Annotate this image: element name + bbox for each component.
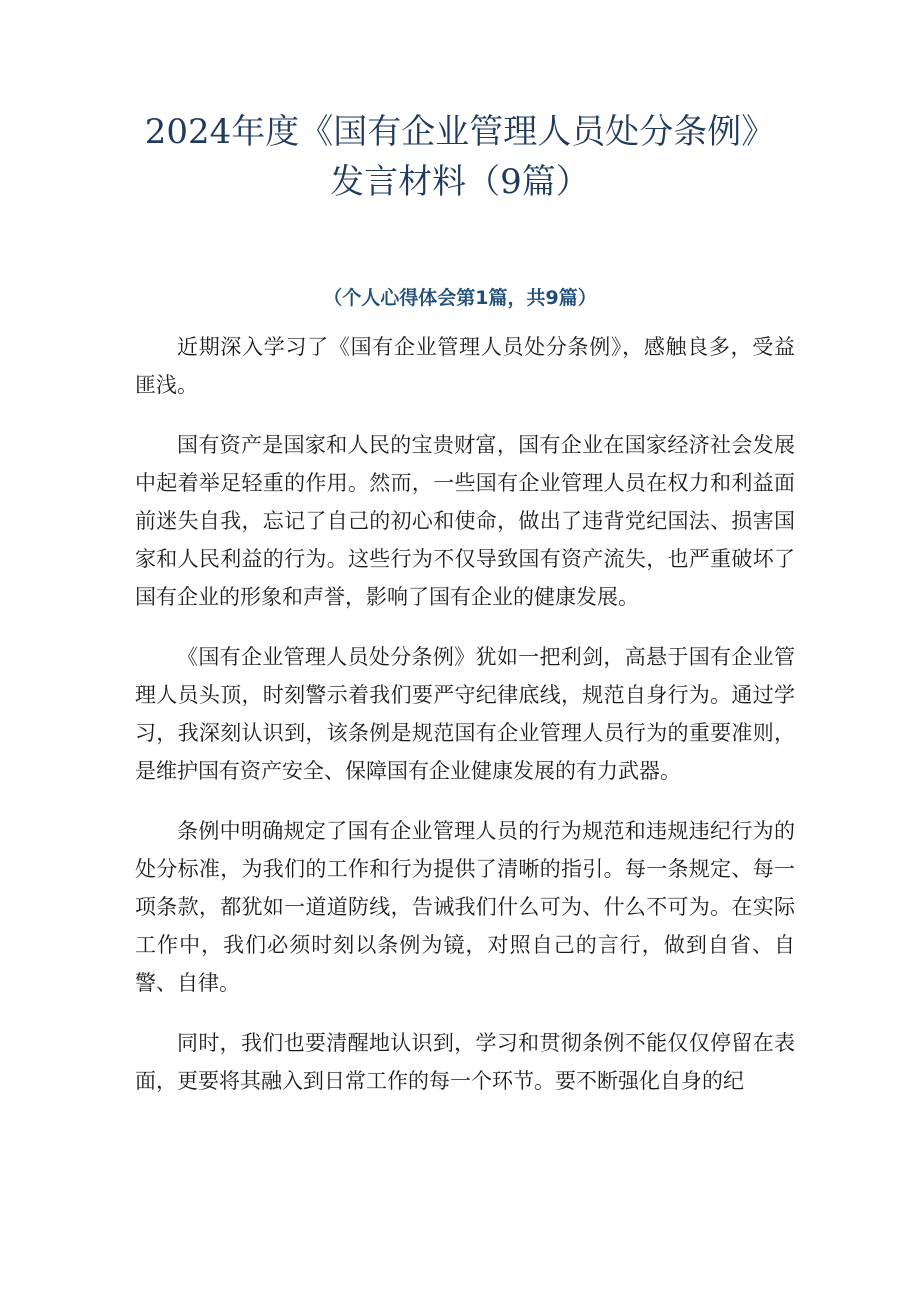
paragraph-5: 同时，我们也要清醒地认识到，学习和贯彻条例不能仅仅停留在表面，更要将其融入到日常工作的每一个环节。要不断强化自身的纪 [135, 1031, 795, 1093]
paragraph-2: 国有资产是国家和人民的宝贵财富，国有企业在国家经济社会发展中起着举足轻重的作用。然而，一些国有企业管理人员在权力和利益面前迷失自我，忘记了自己的初心和使命，做出了违背党纪国法、损害国家和人民利益的行为。这些行为不仅导致国有资产流失，也严重破坏了国有企业的形象和声誉，影响了国有企业的健康发展。 [135, 433, 795, 609]
document-title-line-2: 发言材料（9篇） [330, 162, 590, 202]
document-title-line-1: 2024年度《国有企业管理人员处分条例》 [144, 112, 776, 152]
document-subtitle: （个人心得体会第1篇，共9篇） [323, 287, 597, 309]
paragraph-3: 《国有企业管理人员处分条例》犹如一把利剑，高悬于国有企业管理人员头顶，时刻警示着我们要严守纪律底线，规范自身行为。通过学习，我深刻认识到，该条例是规范国有企业管理人员行为的重要准则，是维护国有资产安全、保障国有企业健康发展的有力武器。 [135, 645, 795, 783]
paragraph-1: 近期深入学习了《国有企业管理人员处分条例》，感触良多，受益匪浅。 [135, 335, 795, 397]
document-body [135, 328, 795, 1122]
paragraph-4: 条例中明确规定了国有企业管理人员的行为规范和违规违纪行为的处分标准，为我们的工作和行为提供了清晰的指引。每一条规定、每一项条款，都犹如一道道防线，告诫我们什么可为、什么不可为。在实际工作中，我们必须时刻以条例为镜，对照自己的言行，做到自省、自警、自律。 [135, 819, 795, 995]
